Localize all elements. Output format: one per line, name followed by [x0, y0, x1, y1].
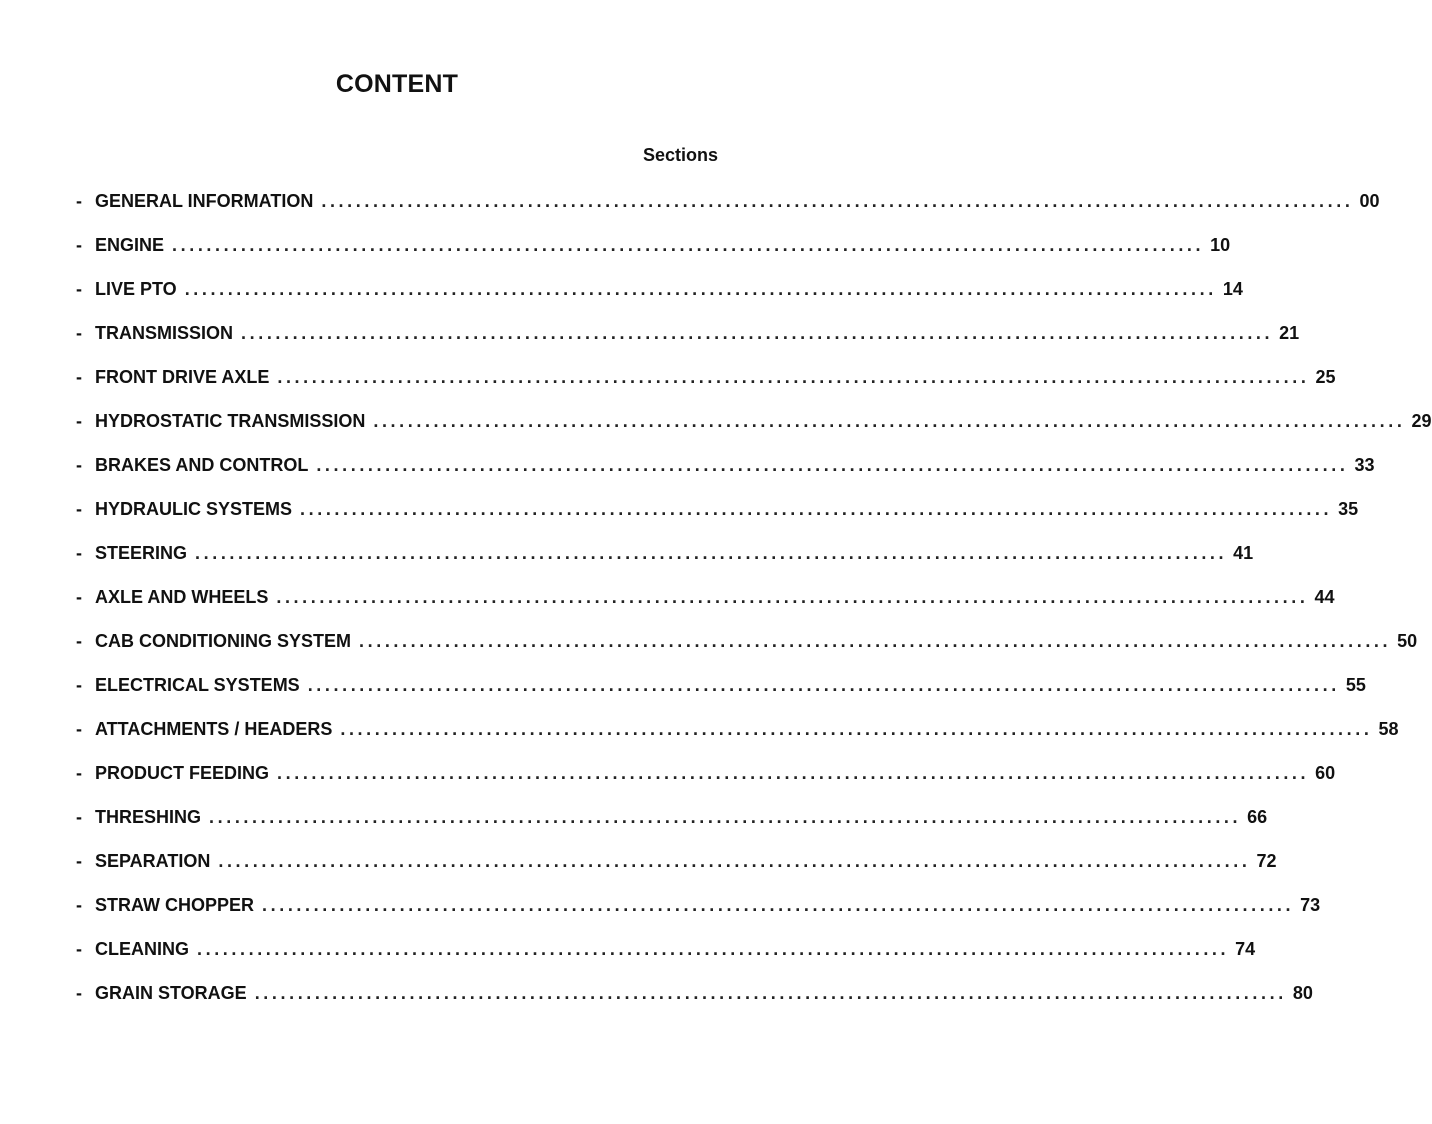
dot-leader: ........................................................................................................................	[359, 631, 1392, 651]
toc-entry-dash: -	[76, 631, 82, 651]
toc-entry[interactable]	[76, 579, 1335, 623]
toc-entry-label: CLEANING	[95, 939, 189, 959]
toc-entry-section-number: 41	[1233, 543, 1254, 563]
toc-entry[interactable]	[76, 755, 1336, 799]
toc-entry-dash: -	[76, 895, 82, 915]
toc-entry-dash: -	[76, 279, 82, 299]
toc-entry-dash: -	[76, 191, 82, 211]
toc-entry-label: PRODUCT FEEDING	[95, 763, 270, 783]
toc-entry-label: ELECTRICAL SYSTEMS	[95, 675, 300, 695]
toc-entry[interactable]	[76, 491, 1359, 535]
toc-entry[interactable]	[76, 887, 1321, 931]
toc-entry-label: GENERAL INFORMATION	[95, 191, 314, 211]
toc-entry-section-number: 44	[1314, 587, 1335, 607]
toc-entry-dash: -	[76, 939, 82, 959]
dot-leader: ........................................................................................................................	[321, 191, 1354, 211]
toc-entry-label: LIVE PTO	[95, 279, 177, 299]
toc-entry-section-number: 74	[1235, 939, 1256, 959]
dot-leader: ........................................................................................................................	[241, 323, 1274, 343]
toc-entry-label: STEERING	[95, 543, 188, 563]
toc-entry-section-number: 80	[1292, 983, 1313, 1003]
toc-entry[interactable]	[76, 271, 1243, 315]
toc-entry[interactable]	[76, 447, 1375, 491]
toc-entry[interactable]	[76, 227, 1231, 271]
dot-leader: ........................................................................................................................	[262, 895, 1295, 915]
dot-leader: ........................................................................................................................	[307, 675, 1340, 695]
toc-entry[interactable]	[76, 931, 1256, 975]
toc-entry-dash: -	[76, 411, 82, 431]
toc-entry-section-number: 60	[1315, 763, 1336, 783]
toc-entry-dash: -	[76, 807, 82, 827]
toc-entry-dash: -	[76, 499, 82, 519]
dot-leader: ........................................................................................................................	[218, 851, 1251, 871]
table-of-contents	[76, 183, 1432, 1019]
toc-entry-section-number: 35	[1338, 499, 1359, 519]
toc-entry-label: ATTACHMENTS / HEADERS	[95, 719, 333, 739]
toc-entry-label: STRAW CHOPPER	[95, 895, 255, 915]
toc-entry-label: FRONT DRIVE AXLE	[95, 367, 270, 387]
dot-leader: ........................................................................................................................	[184, 279, 1217, 299]
toc-entry-section-number: 55	[1345, 675, 1366, 695]
toc-entry[interactable]	[76, 183, 1380, 227]
dot-leader: ........................................................................................................................	[195, 543, 1228, 563]
sections-column-header: Sections	[642, 145, 718, 165]
toc-entry-dash: -	[76, 323, 82, 343]
dot-leader: ........................................................................................................................	[316, 455, 1349, 475]
dot-leader: ........................................................................................................................	[373, 411, 1406, 431]
dot-leader: ........................................................................................................................	[172, 235, 1205, 255]
toc-entry-section-number: 10	[1210, 235, 1231, 255]
toc-entry-label: AXLE AND WHEELS	[95, 587, 269, 607]
toc-entry[interactable]	[76, 843, 1277, 887]
toc-entry-dash: -	[76, 235, 82, 255]
toc-entry[interactable]	[76, 975, 1313, 1019]
toc-entry-section-number: 58	[1378, 719, 1399, 739]
toc-entry-section-number: 14	[1222, 279, 1243, 299]
dot-leader: ........................................................................................................................	[209, 807, 1242, 827]
dot-leader: ........................................................................................................................	[277, 367, 1310, 387]
toc-entry-section-number: 00	[1359, 191, 1380, 211]
toc-entry-dash: -	[76, 763, 82, 783]
toc-entry-dash: -	[76, 983, 82, 1003]
toc-entry[interactable]	[76, 535, 1254, 579]
toc-entry-section-number: 21	[1279, 323, 1300, 343]
toc-entry-section-number: 33	[1354, 455, 1375, 475]
dot-leader: ........................................................................................................................	[300, 499, 1333, 519]
toc-entry[interactable]	[76, 315, 1300, 359]
dot-leader: ........................................................................................................................	[277, 763, 1310, 783]
toc-entry-label: GRAIN STORAGE	[95, 983, 247, 1003]
toc-entry-section-number: 66	[1247, 807, 1268, 827]
dot-leader: ........................................................................................................................	[254, 983, 1287, 1003]
toc-entry-dash: -	[76, 455, 82, 475]
toc-entry-dash: -	[76, 851, 82, 871]
toc-entry[interactable]	[76, 623, 1418, 667]
toc-entry-label: TRANSMISSION	[95, 323, 234, 343]
toc-entry[interactable]	[76, 359, 1336, 403]
toc-entry-label: BRAKES AND CONTROL	[95, 455, 309, 475]
toc-entry[interactable]	[76, 799, 1268, 843]
toc-entry-dash: -	[76, 587, 82, 607]
toc-entry-label: CAB CONDITIONING SYSTEM	[95, 631, 352, 651]
toc-entry[interactable]	[76, 403, 1432, 447]
toc-entry-dash: -	[76, 367, 82, 387]
toc-entry-section-number: 25	[1315, 367, 1336, 387]
toc-entry[interactable]	[76, 711, 1399, 755]
toc-entry[interactable]	[76, 667, 1366, 711]
toc-entry-label: HYDROSTATIC TRANSMISSION	[95, 411, 366, 431]
dot-leader: ........................................................................................................................	[276, 587, 1309, 607]
toc-entry-label: HYDRAULIC SYSTEMS	[95, 499, 293, 519]
toc-entry-label: SEPARATION	[95, 851, 211, 871]
dot-leader: ........................................................................................................................	[340, 719, 1373, 739]
dot-leader: ........................................................................................................................	[197, 939, 1230, 959]
toc-entry-dash: -	[76, 719, 82, 739]
toc-entry-dash: -	[76, 675, 82, 695]
toc-entry-section-number: 73	[1300, 895, 1321, 915]
toc-entry-section-number: 72	[1256, 851, 1277, 871]
toc-entry-dash: -	[76, 543, 82, 563]
page-title: CONTENT	[335, 70, 459, 98]
toc-entry-label: THRESHING	[95, 807, 202, 827]
toc-entry-label: ENGINE	[95, 235, 165, 255]
toc-entry-section-number: 50	[1397, 631, 1418, 651]
toc-entry-section-number: 29	[1411, 411, 1432, 431]
